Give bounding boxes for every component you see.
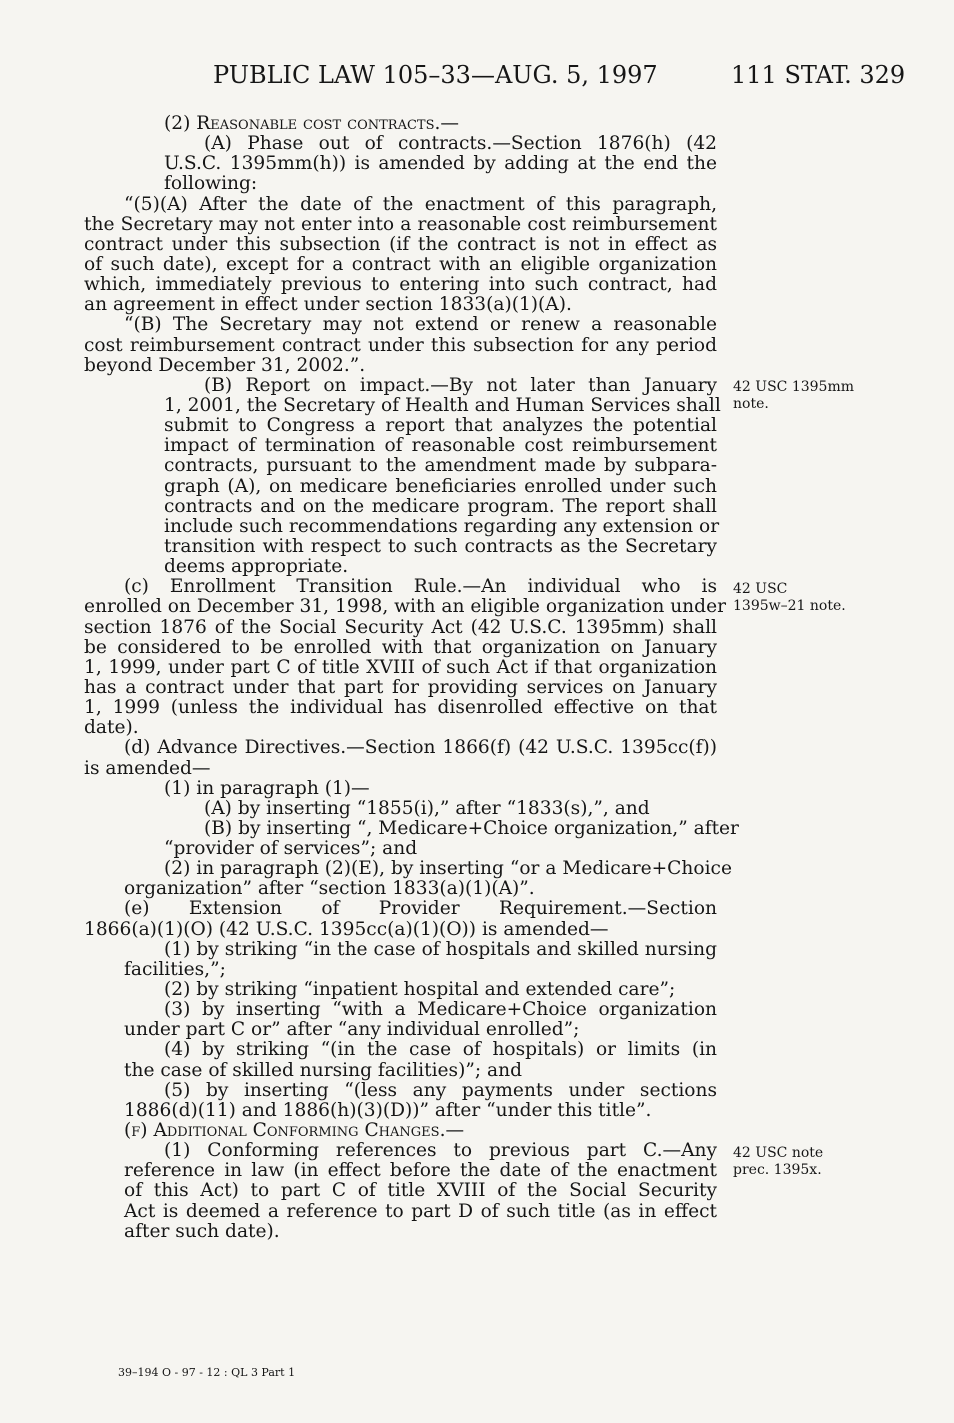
text-line: (4) by striking “(in the case of hospitals) or limits (in	[164, 1039, 717, 1061]
text-line: date).	[84, 717, 139, 739]
text-line: following:	[164, 173, 258, 195]
text-line: has a contract under that part for providing services on January	[84, 676, 717, 698]
text-line: be considered to be enrolled with that organization on January	[84, 636, 717, 658]
text-line: graph (A), on medicare beneficiaries enrolled under such	[164, 475, 717, 497]
text-line: impact of termination of reasonable cost reimbursement	[164, 435, 717, 457]
statute-body	[84, 113, 739, 1242]
text-line: after such date).	[124, 1220, 280, 1242]
text-line: U.S.C. 1395mm(h)) is amended by adding at the end the	[164, 153, 717, 175]
text-line: (f) Additional Conforming Changes.—	[124, 1120, 465, 1142]
margin-note-line: 42 USC	[733, 581, 788, 597]
text-line: “(B) The Secretary may not extend or renew a reasonable	[124, 314, 717, 336]
text-line: enrolled on December 31, 1998, with an eligible organization under	[84, 596, 726, 618]
text-line: facilities,”;	[124, 958, 226, 980]
text-line: transition with respect to such contracts as the Secretary	[164, 535, 717, 557]
text-line: (B) Report on impact.—By not later than January	[204, 374, 717, 396]
text-line: of such date), except for a contract with an eligible organization	[84, 253, 717, 275]
text-line: of this Act) to part C of title XVIII of the Social Security	[124, 1180, 717, 1202]
text-line: (A) by inserting “1855(i),” after “1833(s),”, and	[204, 797, 650, 819]
text-line: contracts and on the medicare program. The report shall	[164, 495, 717, 517]
text-line: (2) in paragraph (2)(E), by inserting “or a Medicare+Choice	[164, 858, 732, 880]
text-line: organization” after “section 1833(a)(1)(A)”.	[124, 878, 535, 900]
margin-note-line: 42 USC 1395mm	[733, 379, 854, 395]
text-line: (5) by inserting “(less any payments under sections	[164, 1079, 717, 1101]
running-head-page: 111 STAT. 329	[731, 61, 906, 89]
text-line: (2) by striking “inpatient hospital and extended care”;	[164, 979, 676, 1001]
text-line: (1) by striking “in the case of hospitals and skilled nursing	[164, 938, 717, 960]
running-head-title: PUBLIC LAW 105–33—AUG. 5, 1997	[213, 61, 658, 89]
text-line: 1866(a)(1)(O) (42 U.S.C. 1395cc(a)(1)(O)) is amended—	[84, 918, 609, 940]
text-line: an agreement in effect under section 1833(a)(1)(A).	[84, 294, 572, 316]
text-line: is amended—	[84, 757, 211, 779]
text-line: 1, 2001, the Secretary of Health and Human Services shall	[164, 394, 721, 416]
text-line: (2) Reasonable cost contracts.—	[164, 113, 459, 134]
text-line: deems appropriate.	[164, 556, 349, 578]
text-line: which, immediately previous to entering into such contract, had	[84, 274, 717, 296]
text-line: 1886(d)(11) and 1886(h)(3)(D))” after “under this title”.	[124, 1099, 652, 1121]
margin-note-1395x	[733, 1145, 823, 1179]
text-line: (A) Phase out of contracts.—Section 1876(h) (42	[204, 133, 717, 155]
margin-note-1395mm	[733, 379, 854, 413]
text-line: (3) by inserting “with a Medicare+Choice organization	[164, 999, 717, 1021]
text-line: beyond December 31, 2002.”.	[84, 354, 366, 376]
text-line: (B) by inserting “, Medicare+Choice organization,” after	[204, 817, 739, 839]
margin-note-line: note.	[733, 396, 769, 412]
text-line: submit to Congress a report that analyzes the potential	[164, 415, 717, 437]
text-line: (1) Conforming references to previous part C.—Any	[164, 1140, 717, 1162]
text-line: (c) Enrollment Transition Rule.—An individual who is	[124, 576, 717, 598]
text-line: under part C or” after “any individual enrolled”;	[124, 1019, 580, 1041]
text-line: reference in law (in effect before the date of the enactment	[124, 1160, 717, 1182]
text-line: the case of skilled nursing facilities)”; and	[124, 1059, 522, 1081]
text-line: cost reimbursement contract under this subsection for any period	[84, 334, 717, 356]
text-line: section 1876 of the Social Security Act (42 U.S.C. 1395mm) shall	[84, 616, 717, 638]
margin-note-1395w-21	[733, 581, 846, 615]
margin-note-line: 1395w–21 note.	[733, 598, 846, 614]
text-line: (1) in paragraph (1)—	[164, 777, 370, 799]
text-line: “provider of services”; and	[164, 838, 418, 860]
text-line: include such recommendations regarding any extension or	[164, 515, 720, 537]
text-line: 1, 1999, under part C of title XVIII of such Act if that organization	[84, 656, 717, 678]
text-line: the Secretary may not enter into a reasonable cost reimbursement	[84, 213, 717, 235]
text-line: contract under this subsection (if the contract is not in effect as	[84, 233, 717, 255]
text-line: Act is deemed a reference to part D of such title (as in effect	[124, 1200, 717, 1222]
text-line: (d) Advance Directives.—Section 1866(f) (42 U.S.C. 1395cc(f))	[124, 737, 717, 759]
text-line: (e) Extension of Provider Requirement.—Section	[124, 898, 717, 920]
margin-note-line: 42 USC note	[733, 1145, 824, 1161]
text-line: contracts, pursuant to the amendment made by subpara-	[164, 455, 717, 477]
text-line: 1, 1999 (unless the individual has disenrolled effective on that	[84, 697, 717, 719]
text-line: “(5)(A) After the date of the enactment of this paragraph,	[124, 193, 717, 215]
margin-note-line: prec. 1395x.	[733, 1162, 822, 1178]
print-job-footer: 39–194 O - 97 - 12 : QL 3 Part 1	[118, 1366, 296, 1379]
